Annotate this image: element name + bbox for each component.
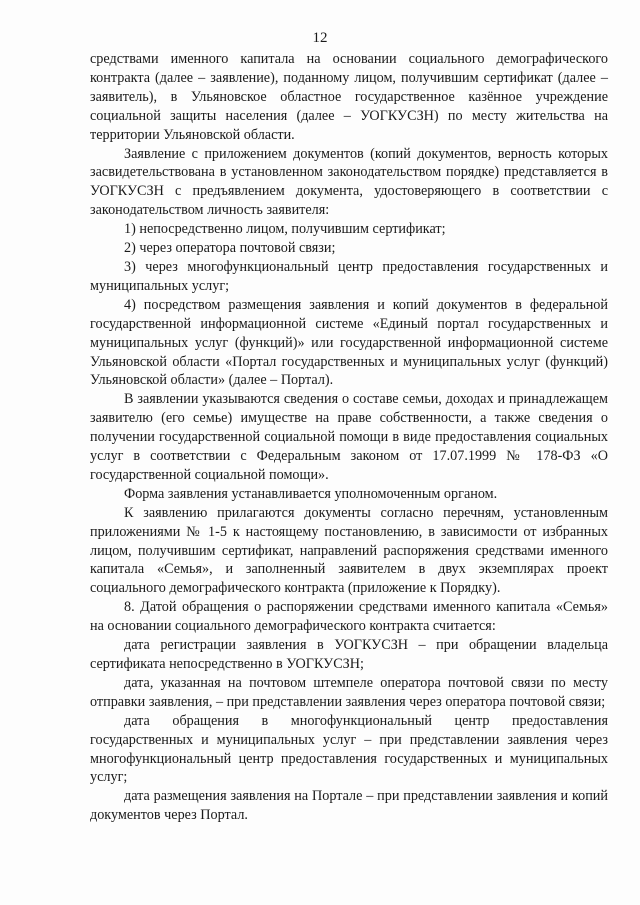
paragraph: 3) через многофункциональный центр предоставления государственных и муниципальных услуг; bbox=[90, 258, 608, 294]
paragraph: средствами именного капитала на основании социального демографического контракта (далее – заявление), поданному лицом, получившим сертификат (далее – заявитель), в Ульяновское областное государственное казённое учреждение социальной защиты населения (далее – УОГКУСЗН) по месту жительства на территории Ульяновской области. bbox=[90, 51, 608, 143]
paragraph: дата, указанная на почтовом штемпеле оператора почтовой связи по месту отправки заявления, – при представлении заявления через оператора почтовой связи; bbox=[90, 674, 608, 710]
paragraph: 8. Датой обращения о распоряжении средствами именного капитала «Семья» на основании социального демографического контракта считается: bbox=[90, 599, 608, 635]
paragraph: 2) через оператора почтовой связи; bbox=[124, 240, 336, 257]
paragraph: дата обращения в многофункциональный центр предоставления государственных и муниципальных услуг – при представлении заявления через многофункциональный центр предоставления государственных и муниципальных услуг; bbox=[90, 712, 608, 786]
page-number: 12 bbox=[312, 30, 328, 46]
paragraph: дата регистрации заявления в УОГКУСЗН – при обращении владельца сертификата непосредственно в УОГКУСЗН; bbox=[90, 637, 608, 672]
document-body bbox=[90, 50, 608, 825]
paragraph: дата размещения заявления на Портале – при представлении заявления и копий документов через Портал. bbox=[90, 788, 608, 824]
paragraph: Форма заявления устанавливается уполномоченным органом. bbox=[124, 485, 498, 502]
paragraph: К заявлению прилагаются документы согласно перечням, установленным приложениями № 1-5 к настоящему постановлению, в зависимости от избранных лицом, получившим сертификат, направлений распоряжения средствами именного капитала «Семья», и заполненный заявителем в двух экземплярах проект социального демографического контракта (приложение к Порядку). bbox=[90, 504, 608, 597]
paragraph: Заявление с приложением документов (копий документов, верность которых засвидетельствована в установленном законодательством порядке) представляется в УОГКУСЗН с предъявлением документа, удостоверяющего в соответствии с законодательством личность заявителя: bbox=[90, 145, 608, 219]
paragraph: 1) непосредственно лицом, получившим сертификат; bbox=[124, 221, 446, 238]
paragraph: 4) посредством размещения заявления и копий документов в федеральной государственной информационной системе «Единый портал государственных и муниципальных услуг (функций)» или государственной информационной системе Ульяновской области «Портал государственных и муниципальных услуг (функций) Ульяновской области» (далее – Портал). bbox=[90, 296, 608, 389]
paragraph: В заявлении указываются сведения о составе семьи, доходах и принадлежащем заявителю (его семье) имуществе на праве собственности, а также сведения о получении государственной социальной помощи в виде предоставления социальных услуг в соответствии с Федеральным законом от 17.07.1999 № 178-ФЗ «О государственной социальной помощи». bbox=[90, 391, 608, 483]
